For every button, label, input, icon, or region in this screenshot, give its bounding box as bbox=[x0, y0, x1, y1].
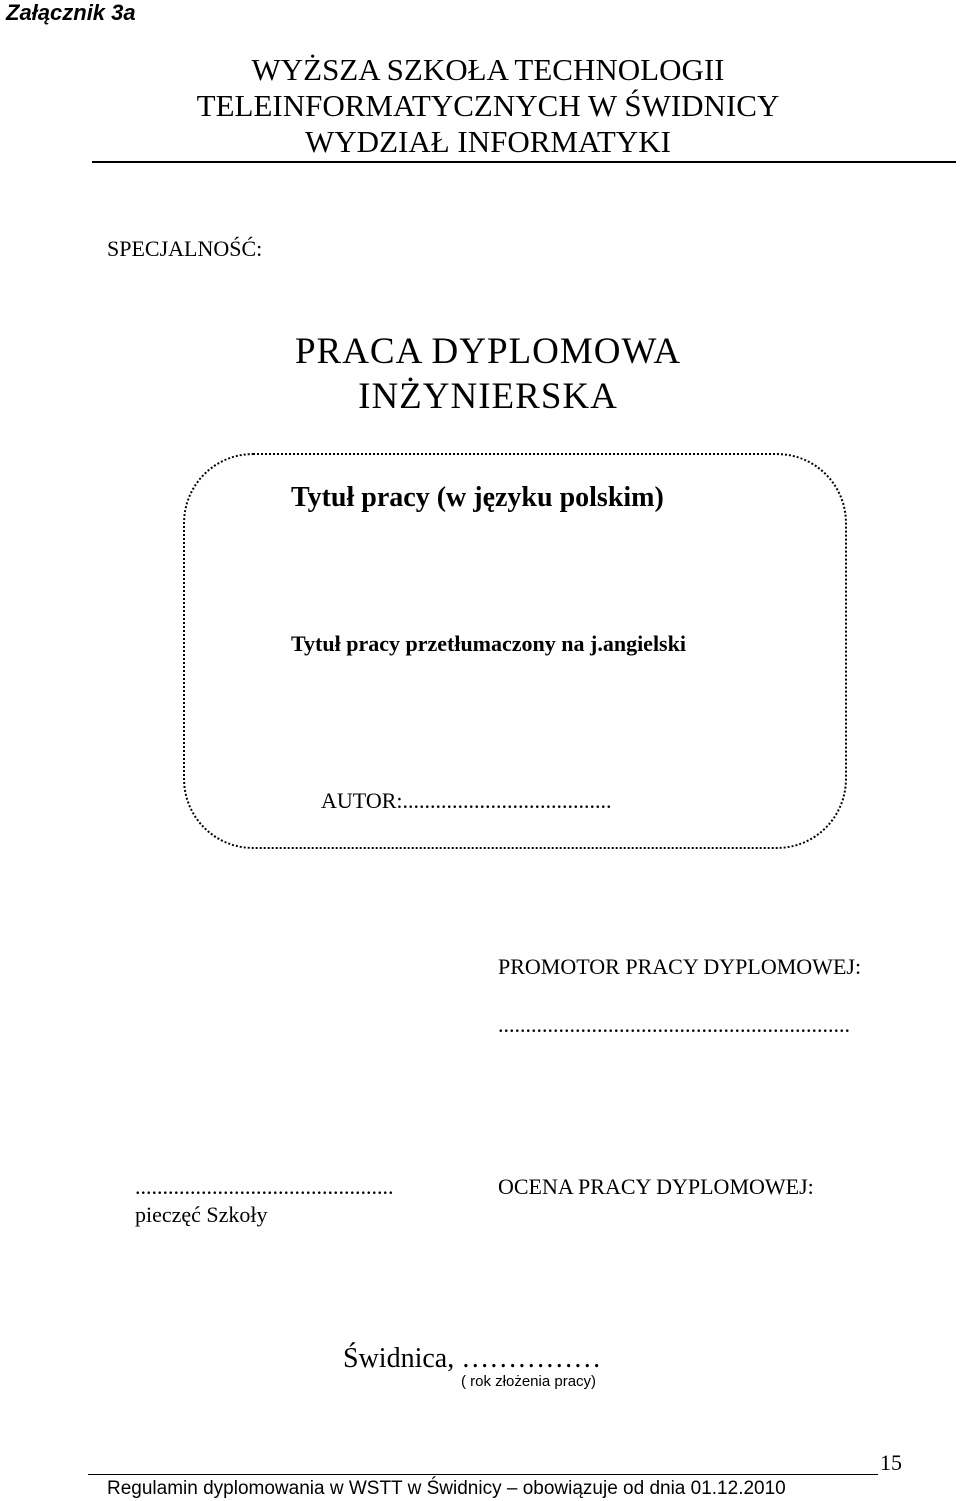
stamp-label: pieczęć Szkoły bbox=[135, 1202, 268, 1227]
footer-divider bbox=[88, 1474, 878, 1475]
university-name-line-2: TELEINFORMATYCZNYCH W ŚWIDNICY bbox=[196, 88, 780, 123]
promoter-field: ................................................................ bbox=[498, 1012, 850, 1037]
university-name-line-1: WYŻSZA SZKOŁA TECHNOLOGII bbox=[251, 52, 725, 87]
author-field: AUTOR:...................................... bbox=[321, 788, 612, 813]
thesis-type-line-1: PRACA DYPLOMOWA bbox=[294, 331, 682, 372]
thesis-title-polish: Tytuł pracy (w języku polskim) bbox=[291, 482, 664, 513]
grade-label: OCENA PRACY DYPLOMOWEJ: bbox=[498, 1174, 814, 1199]
stamp-field: ............................................... bbox=[135, 1174, 394, 1199]
specialty-label: SPECJALNOŚĆ: bbox=[107, 236, 263, 261]
thesis-title-english: Tytuł pracy przetłumaczony na j.angielski bbox=[291, 631, 686, 656]
faculty-name: WYDZIAŁ INFORMATYKI bbox=[305, 124, 671, 159]
year-hint: ( rok złożenia pracy) bbox=[461, 1373, 597, 1390]
header-divider bbox=[92, 161, 956, 163]
promoter-label: PROMOTOR PRACY DYPLOMOWEJ: bbox=[498, 954, 862, 979]
place-and-year: Świdnica, …………… bbox=[343, 1343, 602, 1374]
attachment-label: Załącznik 3a bbox=[6, 0, 136, 25]
footer-text: Regulamin dyplomowania w WSTT w Świdnicy – obowiązuje od dnia 01.12.2010 bbox=[107, 1478, 786, 1499]
page-number: 15 bbox=[880, 1450, 902, 1475]
thesis-type-line-2: INŻYNIERSKA bbox=[358, 376, 618, 417]
